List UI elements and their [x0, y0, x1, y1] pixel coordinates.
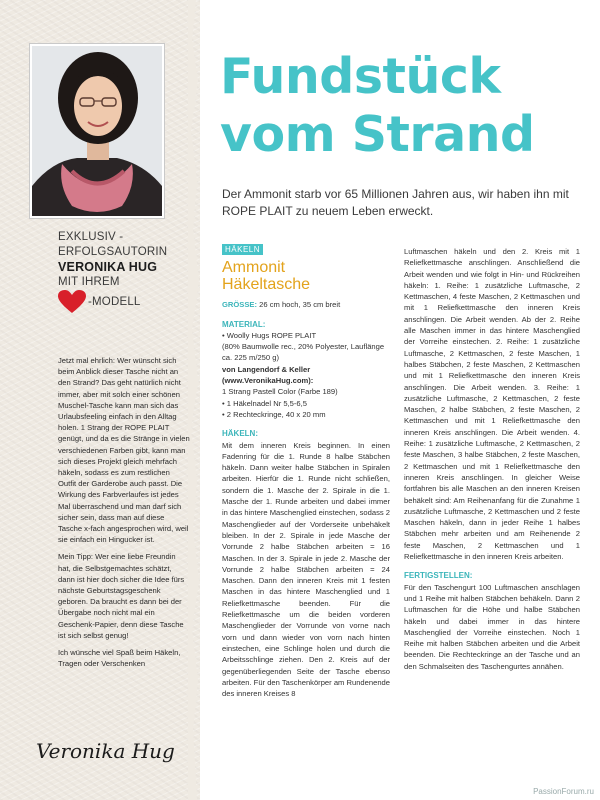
- material-line: • 2 Rechteckringe, 40 x 20 mm: [222, 409, 326, 419]
- author-name: VERONIKA HUG: [58, 260, 158, 274]
- material-line: (80% Baumwolle rec., 20% Polyester, Lauflänge ca. 225 m/250 g): [222, 342, 385, 363]
- material-heading: MATERIAL:: [222, 319, 266, 329]
- size-label: GRÖSSE:: [222, 300, 258, 310]
- author-photo: [30, 44, 164, 218]
- page-title: [220, 48, 590, 164]
- project-title-line-1: Ammonit: [222, 259, 286, 277]
- sidebar-body: [58, 355, 190, 675]
- crochet-instructions: Mit dem inneren Kreis beginnen. In einen Fadenring für die 1. Runde 8 halbe Stäbchen häkeln. Dann weiter halbe Stäbchen in Spiralen arbeiten. Hierfür die 1. Runde nicht schließen, sondern die 1. Masche der 2. Spirale in die 1. Masche der 1. Runde arbeiten und dabei immer in das hintere Maschenglied einstechen, sodass 2 Maschenglieder auf der Vorderseite unbehäkelt bleiben. In der 2. Spirale in jede Masche der Vorrunde 2 halbe Stäbchen arbeiten = 16 Maschen. In der 3. Spirale in jede 2. Masche der Vorrunde 2 halbe Stäbchen arbeiten = 24 Maschen. Dann den inneren Kreis mit 1 festen Maschen in das hintere Maschenglied und 1 Reliefkettmasche beenden. Für die Reliefkettmasche um die beiden vorderen Maschenglieder der Vorrunde von vorne nach vorn und dann wieder von vorn nach hinten einstechen, eine Schlinge holen und durch die Arbeitsschlinge ziehen. Den 2. Kreis auf der gegenüberliegenden Seite der Tasche ebenso arbeiten. Für den Taschenkörper am Rundenende des inneren Kreises 8: [222, 440, 391, 699]
- watermark: PassionForum.ru: [533, 787, 594, 796]
- size-value: 26 cm hoch, 35 cm breit: [259, 300, 341, 310]
- sidebar-paragraph: Jetzt mal ehrlich: Wer wünscht sich beim Anblick dieser Tasche nicht an den Strand? Das geht natürlich nicht immer, aber mit solch einer schönen Muschel-Tasche kann man sich das Urlaubsfeeling einfach in den Alltag holen. 1 Strang der ROPE PLAIT genügt, und da es die Stränge in vielen verschiedenen Farben gibt, kann man sich dieses Projekt gleich mehrfach häkeln, sodass es zum restlichen Outfit der Garderobe auch passt. Die Wirkung des Farbverlaufes ist jedes Mal überraschend und man darf sich sicher sein, dass man auf diese Tasche x-fach angesprochen wird, weil sie einfach ein Hingucker ist.: [58, 356, 190, 545]
- torn-paper-edge: [188, 0, 202, 800]
- category-tag: HÄKELN: [222, 244, 263, 255]
- sidebar-paragraph: Mein Tipp: Wer eine liebe Freundin hat, die Selbstgemachtes schätzt, dann ist hier doch sicher die Idee fürs nächste Geburtstagsgeschenk geboren. Da braucht es dann bei der Übergabe noch nicht mal ein Geschenk-Papier, denn diese Tasche ist sich selbst genug!: [58, 552, 185, 640]
- crochet-instructions-continued: Luftmaschen häkeln und den 2. Kreis mit 1 Reliefkettmasche anschlingen. Anschließend die Arbeit wenden und wie folgt in Hin- und Rückreihen häkeln: 1. Reihe: 1 zusätzliche Luftmasche, 2 Kettmaschen, 4 feste Maschen, 2 Kettmaschen und mit 1 Reliefkettmasche den inneren Kreis anschlingen. Die Arbeit wenden. Ab der 2. Reihe alle Maschen immer in das hintere Maschenglied der Vorreihe einstechen. 2. Reihe: 1 zusätzliche Luftmasche, 2 Kettmaschen, 2 feste Maschen, 1 halbes Stäbchen, 2 feste Maschen, 2 Kettmaschen und mit 1 Reliefkettmasche den inneren Kreis anschlingen. Die Arbeit wenden. 3. Reihe: 1 zusätzliche Luftmasche, 2 Kettmaschen, 2 feste Maschen, 2 halbe Stäbchen, 2 feste Maschen, 2 Kettmaschen und mit 1 Reliefkettmasche den inneren Kreis anschlingen. Die Arbeit wenden. 4. Reihe: 1 zusätzliche Luftmasche, 2 Kettmaschen, 2 feste Maschen, 3 halbe Stäbchen, 2 feste Maschen, 2 Kettmaschen und mit 1 Reliefkettmasche den inneren Kreis anschlingen. In gleicher Weise fortfahren bis alle Maschen an den inneren Kreisen behäkelt sind: Am Reihenanfang für die Zunahme 1 zusätzliche Luftmasche, 2 Kettmaschen und 2 feste Maschen häkeln, dann in jeder Reihe 1 halbes Stäbchen mehr arbeiten und am Reihenende 2 feste Maschen, 2 Kettmaschen und 1 Reliefkettmasche in den inneren Kreis arbeiten.: [404, 247, 580, 562]
- article-column-1: [222, 244, 390, 699]
- signature: [32, 730, 182, 770]
- size-info: [222, 299, 390, 310]
- intro-line-2: ERFOLGSAUTORIN: [58, 246, 168, 258]
- material-line: (www.VeronikaHug.com):: [222, 376, 314, 386]
- signature-text: Veronika Hug: [36, 739, 175, 763]
- material-line: 1 Strang Pastell Color (Farbe 189): [222, 387, 338, 397]
- material-line: • 1 Häkelnadel Nr 5,5-6,5: [222, 398, 307, 408]
- title-line-1: Fundstück: [220, 48, 501, 105]
- with-line: MIT IHREM: [58, 276, 120, 288]
- sidebar-paragraph: Ich wünsche viel Spaß beim Häkeln, Tragen oder Verschenken: [58, 648, 181, 669]
- subheading: Der Ammonit starb vor 65 Millionen Jahren aus, wir haben ihn mit ROPE PLAIT zu neuem Leben erweckt.: [222, 187, 569, 218]
- heart-model-row: [58, 290, 198, 314]
- finish-instructions: Für den Taschengurt 100 Luftmaschen anschlagen und 1 Reihe mit halben Stäbchen behäkeln. Dann 2 Luftmaschen für die Höhe und halbe Stäbchen häkeln und dabei immer in das hintere Maschenglied der Vorreihe einstechen. Noch 1 Reihe mit halben Stäbchen arbeiten und die Arbeit beenden. Die Rechteckringe an der Tasche und an den Schmalseiten des Taschengurtes annähen.: [404, 582, 580, 671]
- model-label: -MODELL: [88, 295, 141, 308]
- project-title-line-2: Häkeltasche: [222, 276, 311, 294]
- article-column-2: [404, 246, 580, 672]
- intro-line-1: EXKLUSIV -: [58, 231, 124, 243]
- crochet-heading: HÄKELN:: [222, 429, 258, 439]
- material-line: von Langendorf & Keller: [222, 364, 311, 374]
- author-intro: [58, 230, 198, 314]
- material-line: • Woolly Hugs ROPE PLAIT: [222, 330, 317, 340]
- finish-heading: FERTIGSTELLEN:: [404, 571, 473, 581]
- project-title: [222, 259, 390, 293]
- title-line-2: vom Strand: [220, 106, 535, 163]
- heart-icon: [58, 290, 86, 314]
